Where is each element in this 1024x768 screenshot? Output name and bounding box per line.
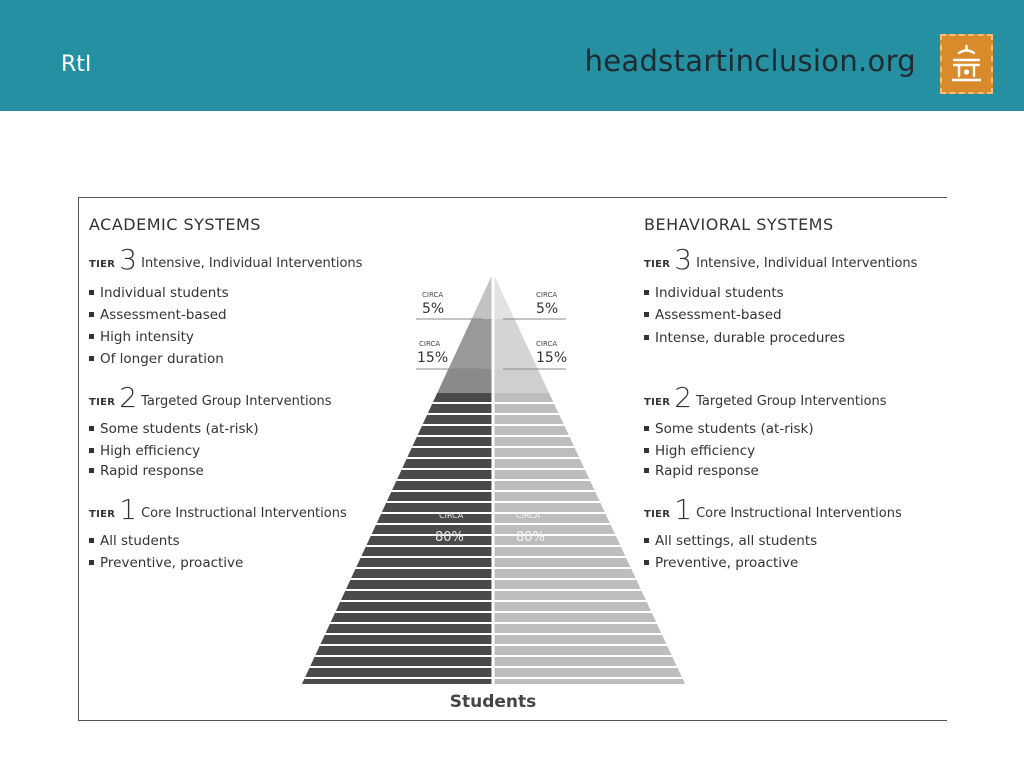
list-item: Preventive, proactive bbox=[89, 555, 243, 571]
pct-tier2-left: 15% bbox=[417, 350, 449, 366]
header-bar bbox=[0, 0, 1024, 111]
list-item: Individual students bbox=[644, 285, 784, 301]
stripe-gap bbox=[279, 644, 699, 646]
list-item: Assessment-based bbox=[89, 307, 227, 323]
stripe-gap bbox=[279, 534, 699, 536]
stripe-gap bbox=[279, 413, 699, 415]
site-name: headstartinclusion.org bbox=[584, 44, 916, 78]
list-item: Some students (at-risk) bbox=[644, 421, 814, 437]
stripe-gap bbox=[279, 578, 699, 580]
list-item: High efficiency bbox=[89, 443, 200, 459]
stripe-gap bbox=[279, 545, 699, 547]
behavioral-tier2-heading: TIER 2 Targeted Group Interventions bbox=[644, 381, 887, 414]
circa-label-tier3-right: CIRCA bbox=[536, 291, 558, 299]
stripe-gap bbox=[279, 633, 699, 635]
stripe-gap bbox=[279, 435, 699, 437]
stripe-gap bbox=[279, 666, 699, 668]
list-item: All students bbox=[89, 533, 180, 549]
stripe-gap bbox=[279, 457, 699, 459]
stripe-gap bbox=[279, 622, 699, 624]
rti-figure bbox=[78, 197, 947, 721]
stripe-gap bbox=[279, 600, 699, 602]
stripe-gap bbox=[279, 567, 699, 569]
list-item: Some students (at-risk) bbox=[89, 421, 259, 437]
stripe-gap bbox=[279, 556, 699, 558]
slide-title: RtI bbox=[61, 52, 92, 77]
stripe-gap bbox=[279, 490, 699, 492]
stripe-gap bbox=[279, 446, 699, 448]
logo-icon bbox=[940, 34, 993, 94]
list-item: Rapid response bbox=[89, 463, 204, 479]
pct-tier1-right: 80% bbox=[516, 530, 545, 545]
stripe-gap bbox=[279, 655, 699, 657]
circa-label-tier2-right: CIRCA bbox=[536, 340, 558, 348]
circa-label-tier1-right: CIRCA bbox=[516, 511, 541, 520]
stripe-gap bbox=[279, 479, 699, 481]
stripe-gap bbox=[279, 424, 699, 426]
circa-label-tier3-left: CIRCA bbox=[422, 291, 444, 299]
tier2-block-left bbox=[279, 319, 493, 369]
students-label: Students bbox=[449, 692, 537, 712]
pct-tier1-left: 80% bbox=[435, 530, 464, 545]
behavioral-title: BEHAVIORAL SYSTEMS bbox=[644, 215, 834, 234]
tier3-block-left bbox=[279, 273, 493, 319]
list-item: All settings, all students bbox=[644, 533, 817, 549]
stripe-gap bbox=[279, 611, 699, 613]
pct-tier2-right: 15% bbox=[536, 350, 568, 366]
stripe-gap bbox=[279, 402, 699, 404]
academic-tier3-heading: TIER 3 Intensive, Individual Interventions bbox=[89, 243, 363, 276]
stripe-gap bbox=[279, 677, 699, 679]
pct-tier3-left: 5% bbox=[422, 301, 445, 317]
list-item: Assessment-based bbox=[644, 307, 782, 323]
list-item: High intensity bbox=[89, 329, 194, 345]
academic-tier1-heading: TIER 1 Core Instructional Interventions bbox=[89, 493, 347, 526]
circa-label-tier1-left: CIRCA bbox=[439, 511, 464, 520]
behavioral-tier3-heading: TIER 3 Intensive, Individual Interventions bbox=[644, 243, 918, 276]
list-item: Of longer duration bbox=[89, 351, 224, 367]
rti-pyramid bbox=[79, 198, 948, 722]
stripe-gap bbox=[279, 468, 699, 470]
list-item: Rapid response bbox=[644, 463, 759, 479]
list-item: Preventive, proactive bbox=[644, 555, 798, 571]
list-item: High efficiency bbox=[644, 443, 755, 459]
academic-title: ACADEMIC SYSTEMS bbox=[89, 215, 261, 234]
behavioral-tier1-heading: TIER 1 Core Instructional Interventions bbox=[644, 493, 902, 526]
pct-tier3-right: 5% bbox=[536, 301, 559, 317]
list-item: Intense, durable procedures bbox=[644, 330, 845, 346]
circa-label-tier2-left: CIRCA bbox=[419, 340, 441, 348]
stripe-gap bbox=[279, 684, 699, 686]
list-item: Individual students bbox=[89, 285, 229, 301]
academic-tier2-heading: TIER 2 Targeted Group Interventions bbox=[89, 381, 332, 414]
stripe-gap bbox=[279, 523, 699, 525]
stripe-gap bbox=[279, 589, 699, 591]
